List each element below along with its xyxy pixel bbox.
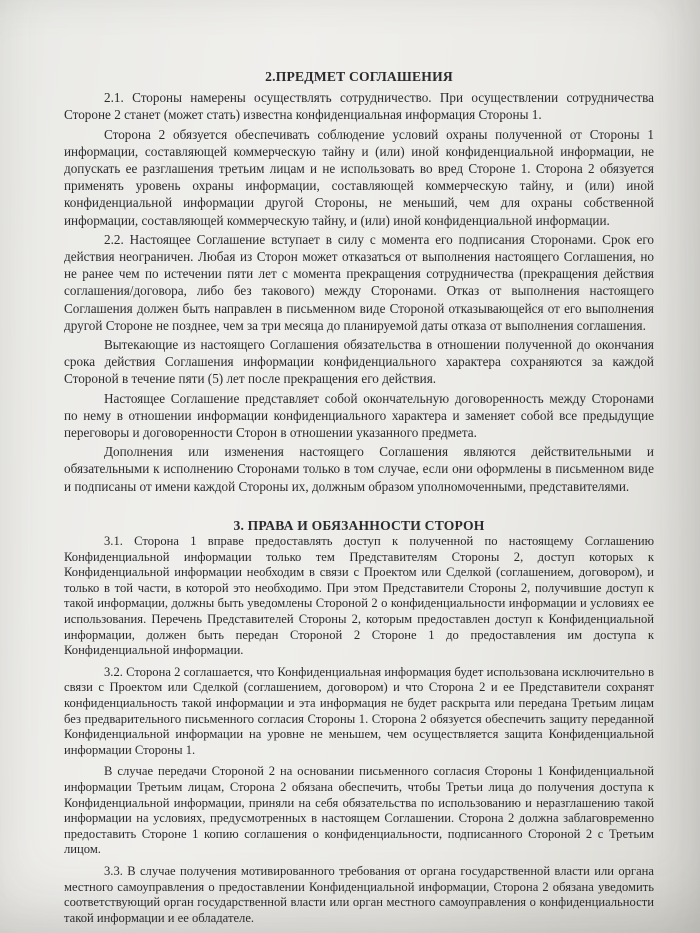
section-rights	[64, 517, 654, 926]
paragraph-2-2-obligations-term: Вытекающие из настоящего Соглашения обязательства в отношении полученной до окончания срока действия Соглашения информации конфиденциального характера сохраняются за каждой Стороной в течение пяти (5) лет после прекращения его действия.	[64, 337, 654, 387]
section-2-heading: 2.ПРЕДМЕТ СОГЛАШЕНИЯ	[265, 69, 453, 84]
paragraph-2-2-entire-agreement: Настоящее Соглашение представляет собой окончательную договоренность между Сторонами по нему в отношении информации конфиденциального характера и заменяет собой все предыдущие переговоры и договоренности Сторон в отношении указанного предмета.	[64, 390, 654, 441]
section-subject	[64, 68, 654, 495]
paragraph-2-1: 2.1. Стороны намерены осуществлять сотрудничество. При осуществлении сотрудничества Стороне 2 станет (может стать) известна конфиденциальная информация Стороны 1.	[64, 90, 654, 123]
paragraph-3-1: 3.1. Сторона 1 вправе предоставлять доступ к полученной по настоящему Соглашению Конфиденциальной информации только тем Представителям Стороны 2, доступ которых к Конфиденциальной информации необходим в связи с Проектом или Сделкой (соглашением, договором), и только в той части, в которой это необходимо. При этом Представители Стороны 2, получившие доступ к такой информации, должны быть уведомлены Стороной 2 о конфиденциальности информации и условиях ее использования. Перечень Представителей Стороны 2, которым предоставлен доступ к Конфиденциальной информации, должен быть передан Стороной 2 Стороне 1 до предоставления им доступа к Конфиденциальной информации.	[64, 534, 654, 658]
paragraph-2-1-obligations: Сторона 2 обязуется обеспечивать соблюдение условий охраны полученной от Стороны 1 информации, составляющей коммерческую тайну и (или) иной конфиденциальной информации, не допускать ее разглашения третьим лицам и не использовать во вред Стороне 1. Сторона 2 обязуется применять уровень охраны информации, составляющей коммерческую тайну, и (или) иной конфиденциальной информации другой Стороны, не меньший, чем для охраны собственной информации, составляющей коммерческую тайну, и (или) иной конфиденциальной информации.	[64, 126, 654, 228]
paragraph-3-2: 3.2. Сторона 2 соглашается, что Конфиденциальная информация будет использована исключительно в связи с Проектом или Сделкой (соглашением, договором) и что Сторона 2 и ее Представители сохранят конфиденциальность такой информации и эта информация не будет раскрыта или передана Третьим лицам без предварительного письменного согласия Стороны 1. Сторона 2 обязуется обеспечить защиту переданной Конфиденциальной информации на уровне не меньшем, чем осуществляется защита Конфиденциальной информации Стороны 1.	[64, 664, 654, 757]
paragraph-3-3: 3.3. В случае получения мотивированного требования от органа государственной власти или органа местного самоуправления о предоставлении Конфиденциальной информации, Сторона 2 обязана уведомить соответствующий орган государственной власти или орган местного самоуправления о конфиденциальности такой информации и ее обладателе.	[64, 863, 654, 925]
paragraph-2-2-amendments: Дополнения или изменения настоящего Соглашения являются действительными и обязательными к исполнению Сторонами только в том случае, если они оформлены в письменном виде и подписаны от имени каждой Стороны их, должным образом уполномоченными, представителями.	[64, 444, 654, 494]
document-page	[64, 68, 654, 926]
paragraph-2-2: 2.2. Настоящее Соглашение вступает в силу с момента его подписания Сторонами. Срок его действия неограничен. Любая из Сторон может отказаться от выполнения настоящего Соглашения, но не ранее чем по истечении пяти лет с момента прекращения сотрудничества (прекращения действия соглашения/договора, либо без такового) между Сторонами. Отказ от выполнения настоящего Соглашения должен быть направлен в письменном виде Стороной отказывающейся от его выполнения другой Стороне не позднее, чем за три месяца до планируемой даты отказа от выполнения соглашения.	[64, 231, 654, 333]
paragraph-3-2-third-parties: В случае передачи Стороной 2 на основании письменного согласия Стороны 1 Конфиденциальной информации Третьим лицам, Сторона 2 обязана обеспечить, чтобы Третьи лица до получения доступа к Конфиденциальной информации, приняли на себя обязательства по использованию и неразглашению такой информации на условиях, предусмотренных в настоящем Соглашении. Сторона 2 должна заблаговременно предоставить Стороне 1 копию соглашения о конфиденциальности, подписанного Стороной 2 с Третьим лицом.	[64, 764, 654, 857]
section-3-heading: 3. ПРАВА И ОБЯЗАННОСТИ СТОРОН	[233, 517, 485, 533]
